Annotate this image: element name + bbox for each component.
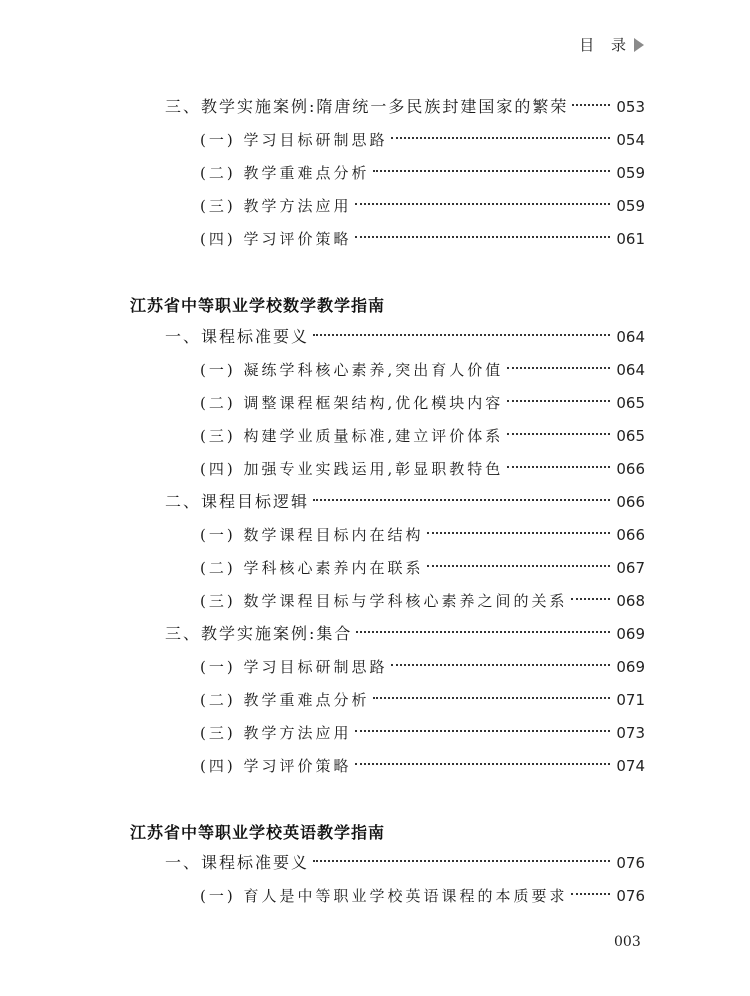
toc-entry-label: (三) 构建学业质量标准,建立评价体系 xyxy=(200,427,504,445)
toc-entry-label: 三、教学实施案例:集合 xyxy=(165,624,353,643)
toc-entry[interactable] xyxy=(200,586,645,616)
toc-entry[interactable] xyxy=(200,191,645,221)
toc-entry-label: (二) 调整课程框架结构,优化模块内容 xyxy=(200,394,504,412)
header-title: 目 录 xyxy=(579,36,632,54)
toc-entry-page: 065 xyxy=(616,394,645,412)
toc-entry-page: 061 xyxy=(616,230,645,248)
toc-entry-label: (四) 加强专业实践运用,彰显职教特色 xyxy=(200,460,504,478)
section-title: 江苏省中等职业学校英语教学指南 xyxy=(130,823,386,842)
leader-dots xyxy=(355,730,610,732)
toc-entry-page: 076 xyxy=(616,854,645,872)
leader-dots xyxy=(507,367,610,369)
toc-entry-label: (四) 学习评价策略 xyxy=(200,230,352,248)
leader-dots xyxy=(313,860,610,862)
leader-dots xyxy=(355,203,610,205)
toc-entry[interactable] xyxy=(165,322,645,352)
toc-entry-page: 053 xyxy=(616,98,645,116)
leader-dots xyxy=(355,236,610,238)
toc-entry-label: (一) 数学课程目标内在结构 xyxy=(200,526,424,544)
toc-entry[interactable] xyxy=(200,652,645,682)
leader-dots xyxy=(373,170,610,172)
toc-entry-label: (一) 凝练学科核心素养,突出育人价值 xyxy=(200,361,504,379)
toc-entry-page: 066 xyxy=(616,460,645,478)
toc-entry[interactable] xyxy=(200,881,645,911)
toc-entry-label: (四) 学习评价策略 xyxy=(200,757,352,775)
page-number: 003 xyxy=(614,934,641,950)
toc-entry-page: 076 xyxy=(616,887,645,905)
toc-entry-label: 一、课程标准要义 xyxy=(165,327,310,346)
toc-entry-label: (二) 学科核心素养内在联系 xyxy=(200,559,424,577)
toc-entry[interactable] xyxy=(200,224,645,254)
toc-entry[interactable] xyxy=(165,848,645,878)
leader-dots xyxy=(355,763,610,765)
leader-dots xyxy=(427,565,610,567)
toc-entry-label: (二) 教学重难点分析 xyxy=(200,691,370,709)
toc-entry-label: (一) 学习目标研制思路 xyxy=(200,658,388,676)
toc-entry[interactable] xyxy=(165,619,645,649)
toc-entry-label: (三) 教学方法应用 xyxy=(200,724,352,742)
toc-entry-page: 059 xyxy=(616,164,645,182)
toc-entry[interactable] xyxy=(200,553,645,583)
toc-entry[interactable] xyxy=(200,718,645,748)
leader-dots xyxy=(356,631,610,633)
toc-entry[interactable] xyxy=(200,685,645,715)
toc-entry[interactable] xyxy=(200,125,645,155)
toc-entry-label: 一、课程标准要义 xyxy=(165,853,310,872)
leader-dots xyxy=(507,433,610,435)
toc-entry[interactable] xyxy=(200,355,645,385)
toc-entry-page: 064 xyxy=(616,328,645,346)
toc-entry-page: 066 xyxy=(616,526,645,544)
leader-dots xyxy=(507,400,610,402)
leader-dots xyxy=(373,697,610,699)
toc-entry-page: 074 xyxy=(616,757,645,775)
toc-entry-page: 068 xyxy=(616,592,645,610)
toc-entry[interactable] xyxy=(165,487,645,517)
leader-dots xyxy=(571,893,610,895)
toc-entry[interactable] xyxy=(165,92,645,122)
toc-entry-page: 064 xyxy=(616,361,645,379)
leader-dots xyxy=(313,499,610,501)
toc-entry-label: 三、教学实施案例:隋唐统一多民族封建国家的繁荣 xyxy=(165,97,569,116)
leader-dots xyxy=(571,598,610,600)
toc-entry-page: 067 xyxy=(616,559,645,577)
leader-dots xyxy=(391,664,610,666)
toc-entry[interactable] xyxy=(200,421,645,451)
toc-entry-label: (三) 教学方法应用 xyxy=(200,197,352,215)
toc-entry-page: 054 xyxy=(616,131,645,149)
toc-entry-label: (一) 育人是中等职业学校英语课程的本质要求 xyxy=(200,887,568,905)
toc-entry[interactable] xyxy=(200,454,645,484)
leader-dots xyxy=(391,137,610,139)
toc-entry[interactable] xyxy=(200,751,645,781)
toc-entry-page: 071 xyxy=(616,691,645,709)
toc-entry-label: 二、课程目标逻辑 xyxy=(165,492,310,511)
section-title: 江苏省中等职业学校数学教学指南 xyxy=(130,296,386,315)
toc-entry-label: (二) 教学重难点分析 xyxy=(200,164,370,182)
toc-entry-page: 069 xyxy=(616,658,645,676)
toc-entry-page: 069 xyxy=(616,625,645,643)
toc-entry-label: (一) 学习目标研制思路 xyxy=(200,131,388,149)
toc-entry[interactable] xyxy=(200,158,645,188)
toc-entry-page: 065 xyxy=(616,427,645,445)
toc-entry-page: 066 xyxy=(616,493,645,511)
toc-entry-page: 059 xyxy=(616,197,645,215)
leader-dots xyxy=(507,466,610,468)
toc-entry[interactable] xyxy=(200,388,645,418)
toc-entry-page: 073 xyxy=(616,724,645,742)
leader-dots xyxy=(427,532,610,534)
leader-dots xyxy=(313,334,610,336)
toc-entry-label: (三) 数学课程目标与学科核心素养之间的关系 xyxy=(200,592,568,610)
toc-entry[interactable] xyxy=(200,520,645,550)
leader-dots xyxy=(572,104,610,106)
